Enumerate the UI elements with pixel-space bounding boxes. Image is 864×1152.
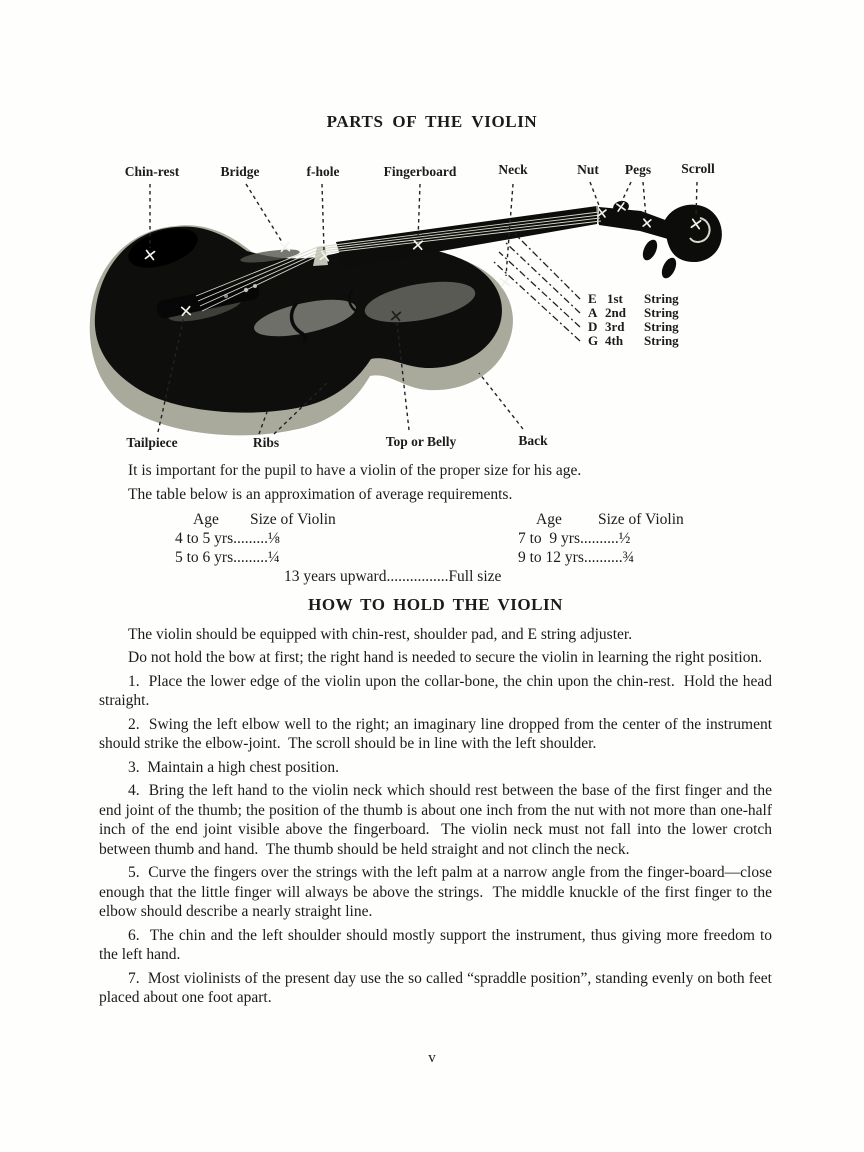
howto-item-3: 3. Maintain a high chest position. [128,758,339,776]
violin-fingerboard [336,206,597,268]
size-table-row: 5 to 6 yrs.........¼ [175,549,280,566]
leader-string-a [506,243,580,313]
x-marker [500,277,509,286]
size-table-header-age-right: Age [536,511,562,528]
violin-scroll [664,205,722,262]
diagram-label-nut: Nut [577,162,599,177]
string-labels [588,291,679,348]
diagram-label-chin-rest: Chin-rest [124,164,180,179]
howto-item-2: 2. Swing the left elbow well to the right; an imaginary line dropped from the center of the instrument should strike the elbow-joint. The scroll should be in line with the left shoulder. [99,715,772,752]
diagram-label-ribs: Ribs [252,435,280,450]
section-heading: HOW TO HOLD THE VIOLIN [308,595,563,614]
diagram-label-bridge: Bridge [220,164,260,179]
size-table-header-size-right: Size of Violin [598,511,684,528]
size-table-header-age-left: Age [193,511,219,528]
violin-pegbox [599,207,668,239]
howto-item-4: 4. Bring the left hand to the violin neck which should rest between the base of the first finger and the end joint of the thumb; the position of the thumb is about one inch from the nut with not more than one-half inch of the end joint visible above the fingerboard. The violin neck must not fall into the lower crotch between thumb and hand. The thumb should be held straight and not clinch the neck. [99,782,772,858]
diagram-label-top-or-belly: Top or Belly [385,434,457,449]
diagram-label-f-hole: f-hole [306,164,340,179]
page-number: v [428,1050,436,1066]
leader-nut [590,182,600,208]
howto-paragraph: The violin should be equipped with chin-rest, shoulder pad, and E string adjuster. [128,625,633,643]
diagram-label-fingerboard: Fingerboard [383,164,457,179]
diagram-label-neck: Neck [498,162,528,177]
leader-f-hole [322,184,324,250]
diagram-label-scroll: Scroll [681,161,715,176]
leader-back [479,373,523,429]
string-label-d: D 3rd String [588,319,679,334]
page-title: PARTS OF THE VIOLIN [326,112,538,131]
diagram-label-back: Back [518,433,548,448]
size-table-header-size-left: Size of Violin [250,511,336,528]
intro-sentence-1: It is important for the pupil to have a violin of the proper size for his age. [128,462,582,479]
howto-item-6: 6. The chin and the left shoulder should mostly support the instrument, thus giving more freedom to the left hand. [99,926,772,963]
string-label-g: G 4th String [588,333,679,348]
intro-sentence-2: The table below is an approximation of average requirements. [128,485,513,503]
violin-peg [640,237,660,262]
string-label-e: E 1st String [588,291,679,306]
size-table-row-full-size: 13 years upward................Full size [284,568,502,585]
leader-pegs-1 [621,182,631,203]
violin-peg [659,255,679,280]
size-table-row: 9 to 12 yrs..........¾ [518,549,635,566]
diagram-label-pegs: Pegs [624,162,652,177]
leader-string-e [515,234,580,299]
size-table-row: 7 to 9 yrs..........½ [518,530,631,547]
body-text [99,461,772,1012]
diagram-label-tailpiece: Tailpiece [126,435,178,450]
string-label-a: A 2nd String [588,305,679,320]
size-table-row: 4 to 5 yrs.........⅛ [175,530,280,547]
howto-paragraph: Do not hold the bow at first; the right hand is needed to secure the violin in learning the right position. [128,649,763,666]
howto-item-7: 7. Most violinists of the present day use the so called “spraddle position”, standing evenly on both feet placed about one foot apart. [99,969,772,1006]
leader-bridge [246,184,282,242]
howto-item-1: 1. Place the lower edge of the violin upon the collar-bone, the chin upon the chin-rest. Hold the head straight. [99,672,772,709]
leader-scroll [696,182,697,217]
howto-item-5: 5. Curve the fingers over the strings with the left palm at a narrow angle from the finger‐board—close enough that the little finger will always be above the strings. The middle knuckle of the first finger to the elbow should describe a nearly straight line. [99,864,772,920]
violin-parts-diagram [0,0,864,470]
size-table [99,510,772,586]
